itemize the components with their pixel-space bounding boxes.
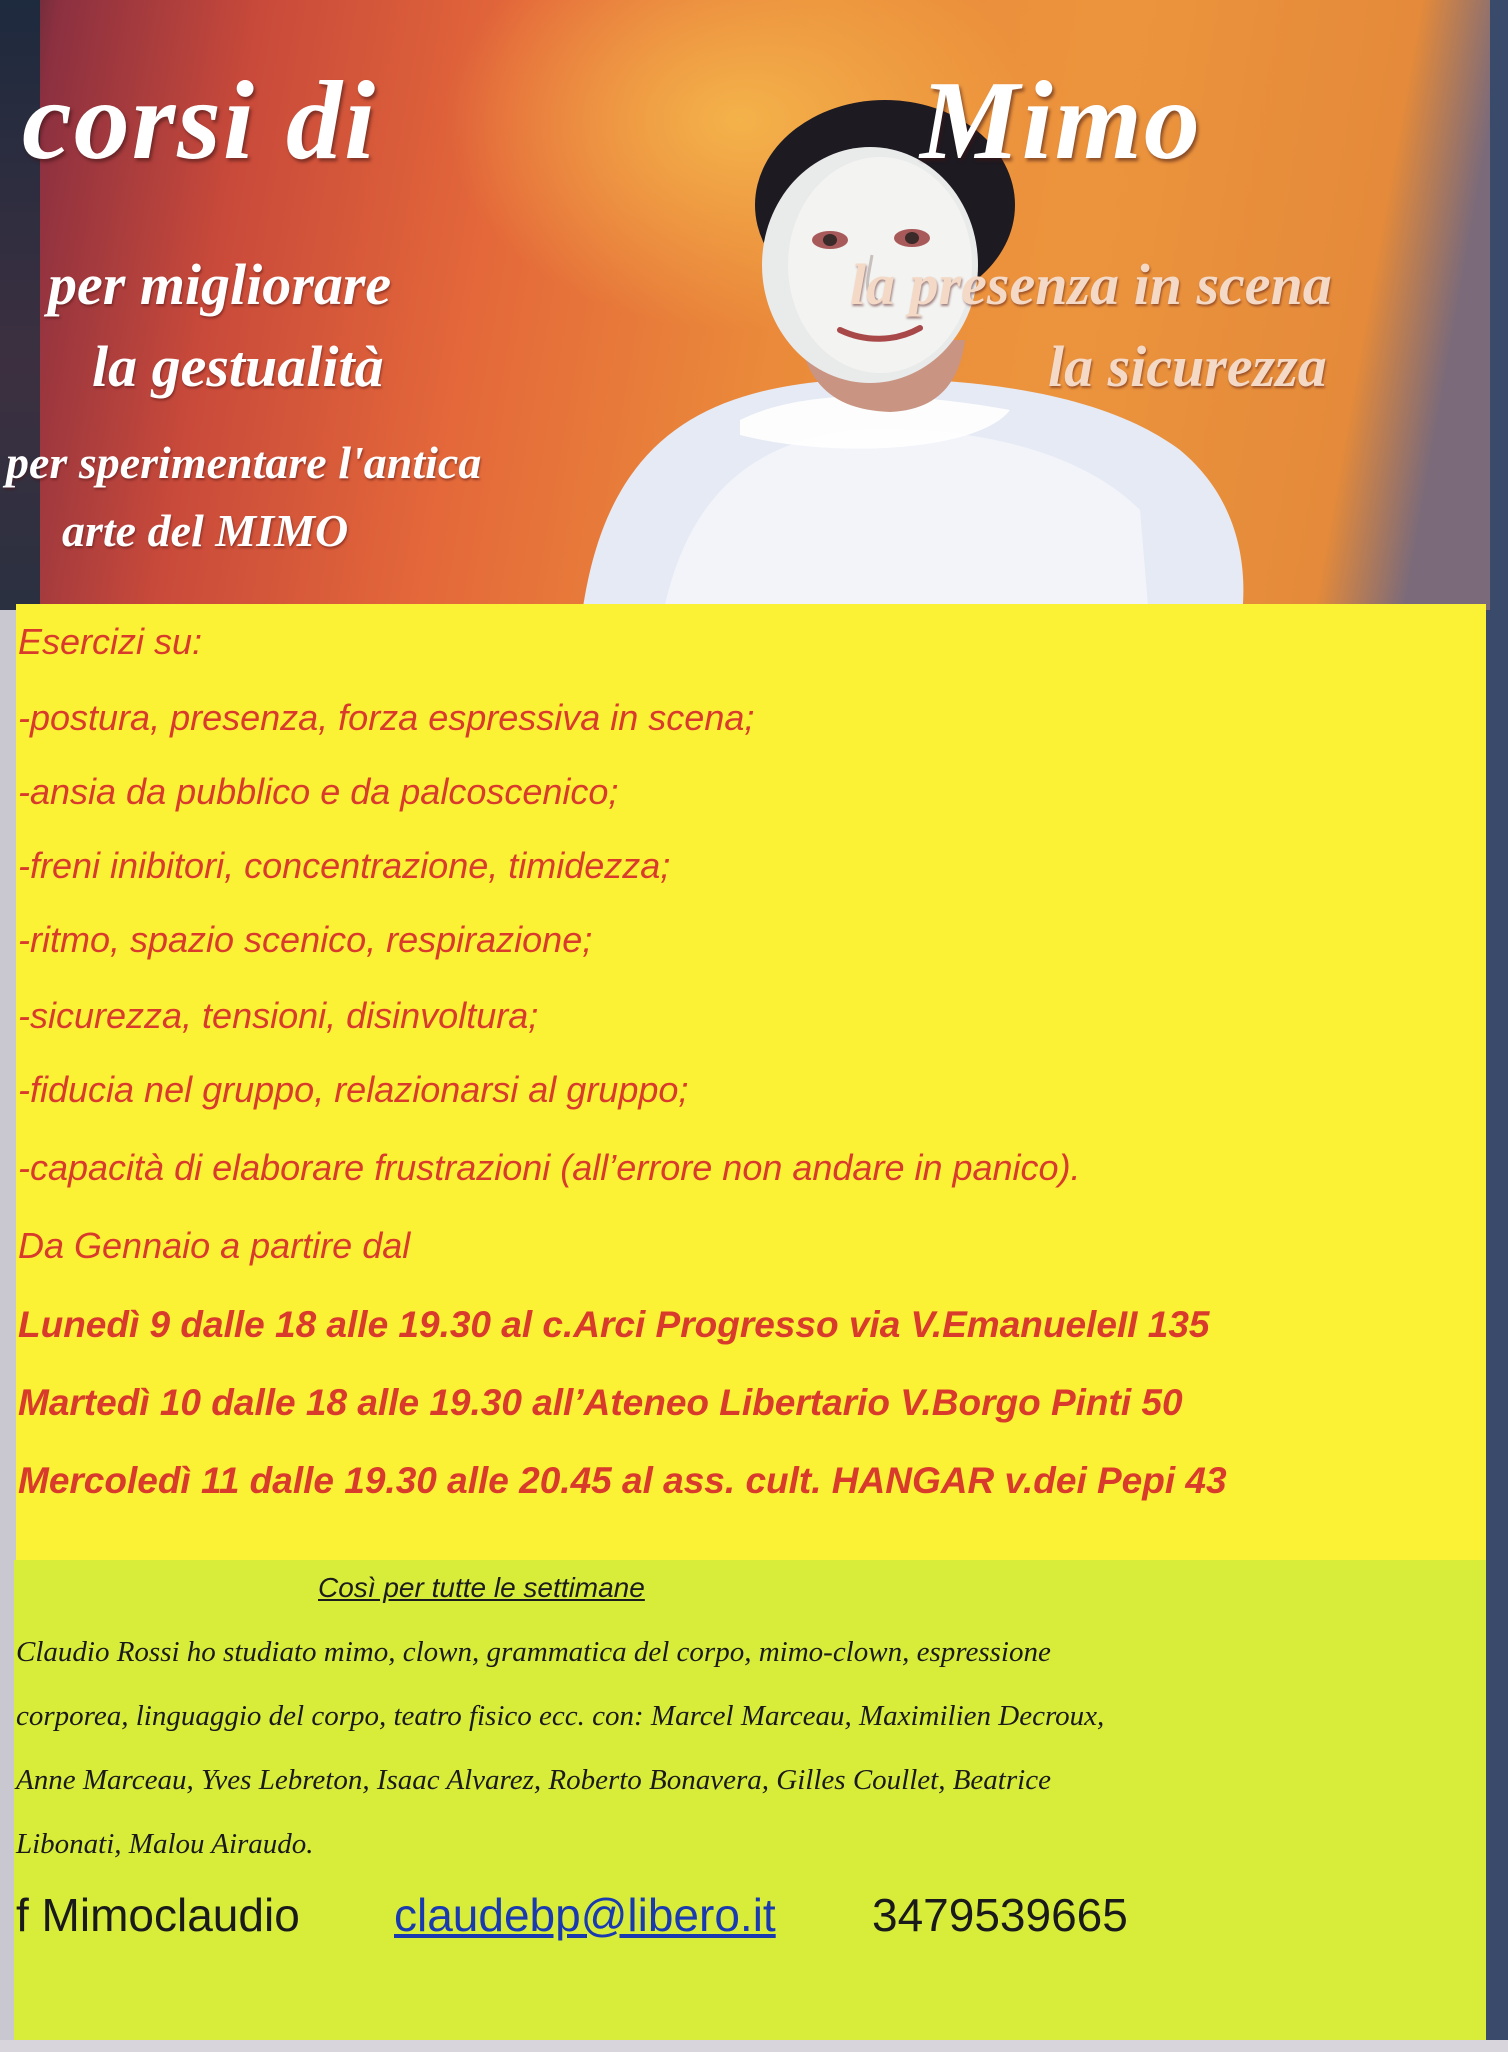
exercise-item: -freni inibitori, concentrazione, timidezza;	[18, 845, 671, 886]
exercise-item: -capacità di elaborare frustrazioni (all’errore non andare in panico).	[18, 1147, 1081, 1188]
bio-line: corporea, linguaggio del corpo, teatro fisico ecc. con: Marcel Marceau, Maximilien Decroux,	[16, 1700, 1105, 1732]
subtitle-right-1: la presenza in scena	[850, 252, 1332, 317]
subtitle-left-2: la gestualità	[92, 334, 384, 399]
facebook-handle: f Mimoclaudio	[16, 1889, 300, 1941]
hero-image	[0, 0, 1490, 610]
exercise-item: -fiducia nel gruppo, relazionarsi al gruppo;	[18, 1069, 689, 1110]
schedule-line: Lunedì 9 dalle 18 alle 19.30 al c.Arci Progresso via V.EmanueleII 135	[18, 1304, 1210, 1345]
schedule-line: Mercoledì 11 dalle 19.30 alle 20.45 al ass. cult. HANGAR v.dei Pepi 43	[18, 1460, 1227, 1501]
subtitle-left-3: per sperimentare l'antica	[6, 437, 482, 488]
weekly-note: Così per tutte le settimane	[318, 1572, 645, 1603]
title-part2: Mimo	[920, 59, 1202, 183]
subtitle-left-1: per migliorare	[48, 252, 392, 317]
exercises-heading: Esercizi su:	[18, 621, 203, 662]
bottom-edge	[0, 2040, 1508, 2052]
bio-line: Claudio Rossi ho studiato mimo, clown, grammatica del corpo, mimo-clown, espressione	[16, 1636, 1051, 1668]
subtitle-left-4: arte del MIMO	[62, 505, 349, 556]
exercise-item: -ritmo, spazio scenico, respirazione;	[18, 919, 593, 960]
exercise-item: -sicurezza, tensioni, disinvoltura;	[18, 995, 539, 1036]
bio-box	[14, 1560, 1486, 2052]
bio-line: Libonati, Malou Airaudo.	[16, 1828, 314, 1860]
bio-line: Anne Marceau, Yves Lebreton, Isaac Alvarez, Roberto Bonavera, Gilles Coullet, Beatrice	[16, 1764, 1051, 1796]
schedule-intro: Da Gennaio a partire dal	[18, 1225, 411, 1266]
phone-number: 3479539665	[872, 1889, 1128, 1941]
exercise-item: -ansia da pubblico e da palcoscenico;	[18, 771, 619, 812]
exercise-item: -postura, presenza, forza espressiva in scena;	[18, 697, 755, 738]
schedule-line: Martedì 10 dalle 18 alle 19.30 all’Ateneo Libertario V.Borgo Pinti 50	[18, 1382, 1183, 1423]
email-link[interactable]: claudebp@libero.it	[394, 1889, 776, 1941]
subtitle-right-2: la sicurezza	[1048, 334, 1327, 399]
title-part1: corsi di	[22, 59, 378, 183]
